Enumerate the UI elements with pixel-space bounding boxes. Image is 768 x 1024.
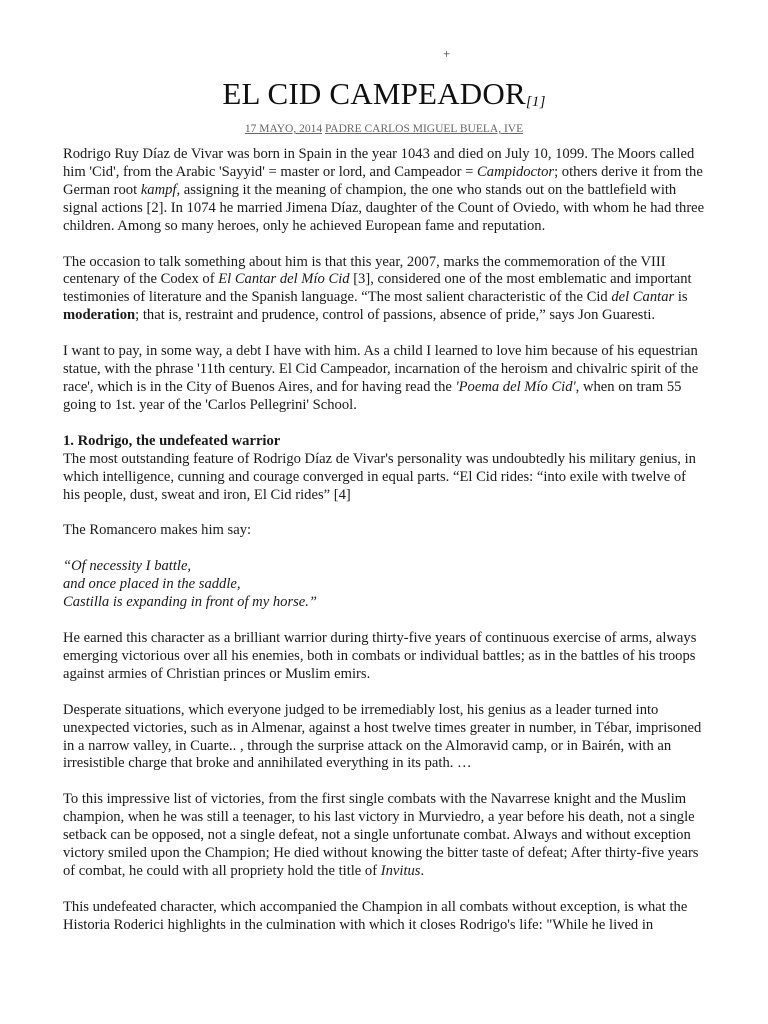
section-heading-1: 1. Rodrigo, the undefeated warrior	[63, 432, 281, 449]
paragraph-2: The occasion to talk something about him is that this year, 2007, marks the commemoration of the VIII centenary of the Codex of El Cantar del Mío Cid [3], considered one of the most emblematic and important testimonies of literature and the Spanish language. “The most salient characteristic of the Cid del Cantar is moderation; that is, restraint and prudence, control of passions, absence of pride,” says Jon Guaresti.	[63, 253, 692, 324]
poem-line: Castilla is expanding in front of my horse.”	[63, 594, 318, 611]
paragraph-8: To this impressive list of victories, from the first single combats with the Navarrese knight and the Muslim champion, when he was still a teenager, to his last victory in Murviedro, a year before his death, not a single setback can be opposed, not a single defeat, not a single unfortunate combat. Always and without exception victory smiled upon the Champion; He died without knowing the bitter taste of defeat; After thirty-five years of combat, he could with all propriety hold the title of Invitus.	[63, 791, 699, 879]
paragraph-4: The most outstanding feature of Rodrigo Díaz de Vivar's personality was undoubtedly his military genius, in which intelligence, cunning and courage converged in equal parts. “El Cid rides: “into exile with twelve of his people, dust, sweat and iron, El Cid rides” [4]	[63, 450, 696, 503]
paragraph-9: This undefeated character, which accompanied the Champion in all combats without exception, is what the Historia Roderici highlights in the culmination with which it closes Rodrigo's life: "While he lived in	[63, 898, 688, 933]
title-text: EL CID CAMPEADOR	[222, 76, 526, 111]
poem-line: “Of necessity I battle,	[63, 558, 192, 575]
paragraph-3: I want to pay, in some way, a debt I have with him. As a child I learned to love him because of his equestrian statue, with the phrase '11th century. El Cid Campeador, incarnation of the heroism and chivalric spirit of the race', which is in the City of Buenos Aires, and for having read the 'Poema del Mío Cid', when on tram 55 going to 1st. year of the 'Carlos Pellegrini' School.	[63, 343, 699, 413]
paragraph-6: He earned this character as a brilliant warrior during thirty-five years of continuous exercise of arms, always emerging victorious over all his enemies, both in combats or individual battles; as in the battles of his troops against armies of Christian princes or Muslim emirs.	[63, 630, 697, 682]
article-body	[63, 146, 705, 953]
paragraph-5: The Romancero makes him say:	[63, 522, 252, 539]
cross-symbol: +	[443, 46, 451, 61]
paragraph-7: Desperate situations, which everyone judged to be irremediably lost, his genius as a leader turned into unexpected victories, such as in Almenar, against a host twelve times greater in number, in Tébar, imprisoned in a narrow valley, in Cuarte.. , through the surprise attack on the Almoravid camp, or in Bairén, with an irresistible charge that broke and annihilated everything in its path. …	[63, 701, 702, 772]
byline	[63, 123, 705, 135]
paragraph-1: Rodrigo Ruy Díaz de Vivar was born in Spain in the year 1043 and died on July 10, 1099. The Moors called him 'Cid', from the Arabic 'Sayyid' = master or lord, and Campeador = Campidoctor; others derive it from the German root kampf, assigning it the meaning of champion, the one who stands out on the battlefield with signal actions [2]. In 1074 he married Jimena Díaz, daughter of the Count of Oviedo, with whom he had three children. Among so many heroes, only he achieved European fame and reputation.	[63, 146, 705, 234]
post-date-link[interactable]: 17 MAYO, 2014	[244, 123, 323, 135]
poem-line: and once placed in the saddle,	[63, 576, 241, 593]
poem-quote	[63, 558, 705, 612]
title-footnote-link[interactable]: [1]	[525, 94, 546, 110]
author-link[interactable]: PADRE CARLOS MIGUEL BUELA, IVE	[324, 123, 524, 135]
article-title	[63, 76, 705, 112]
